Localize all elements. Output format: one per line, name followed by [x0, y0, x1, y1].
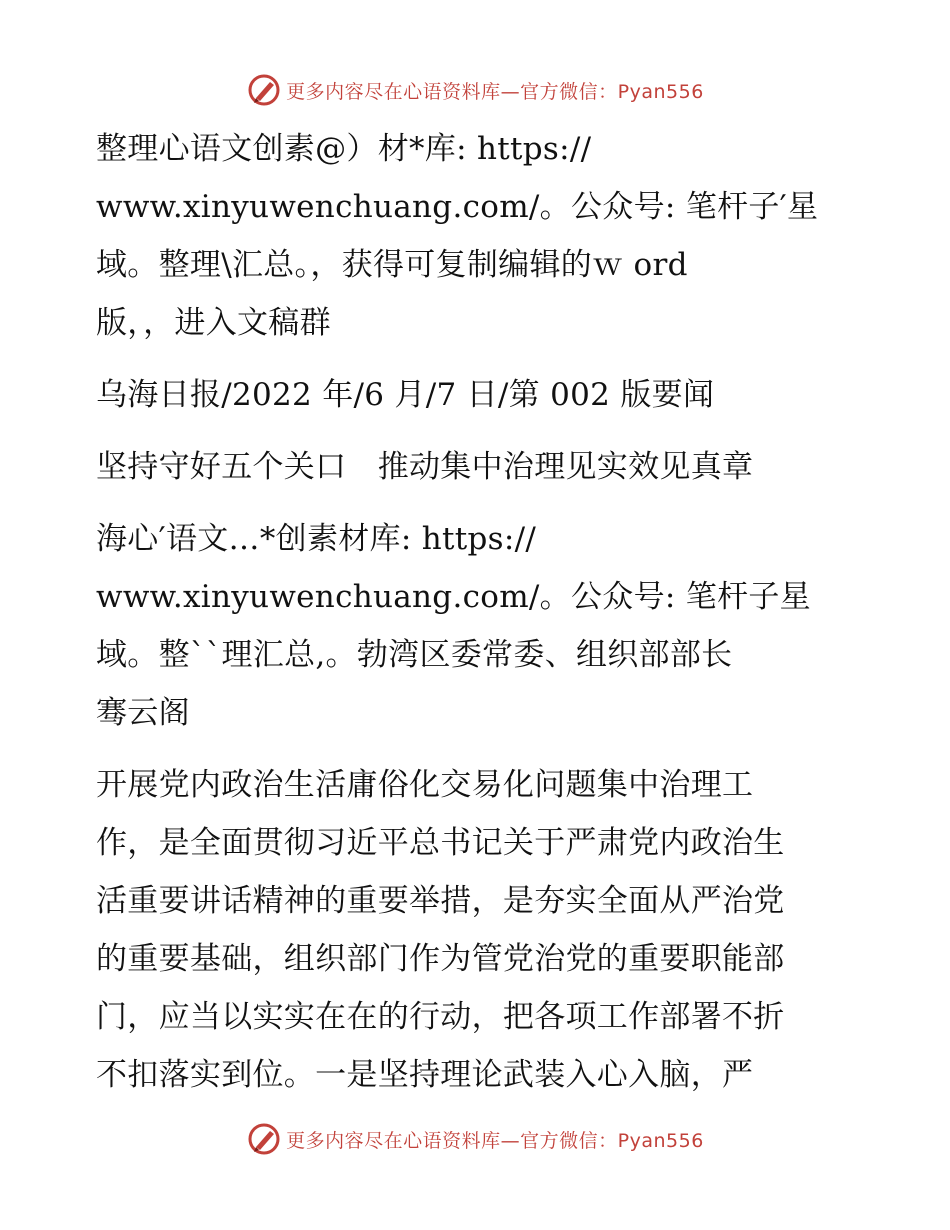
text-line: 不扣落实到位。一是坚持理论武装入心入脑，严 — [96, 1057, 754, 1093]
text-line: 的重要基础，组织部门作为管党治党的重要职能部 — [96, 941, 785, 977]
text-line: 乌海日报/2022 年/6 月/7 日/第 002 版要闻 — [96, 377, 715, 413]
pen-logo-icon — [246, 72, 282, 108]
paragraph-body — [96, 756, 856, 1104]
banner-text: 更多内容尽在心语资料库—官方微信：Pyan556 — [286, 1129, 704, 1152]
pen-logo-icon — [246, 1121, 282, 1157]
text-line: 作，是全面贯彻习近平总书记关于严肃党内政治生 — [96, 825, 785, 861]
text-line: www.xinyuwenchuang.com/。公众号: 笔杆子星 — [96, 579, 811, 615]
text-line: 骞云阁 — [96, 695, 190, 731]
text-line: 海心′语文…*创素材库: https:// — [96, 521, 537, 557]
paragraph-author — [96, 510, 856, 742]
text-line: 坚持守好五个关口 推动集中治理见实效见真章 — [96, 449, 754, 485]
footer-banner — [0, 1119, 950, 1159]
text-line: 活重要讲话精神的重要举措，是夯实全面从严治党 — [96, 883, 785, 919]
header-banner — [0, 70, 950, 110]
text-line: 域。整``理汇总,。勃湾区委常委、组织部部长 — [96, 637, 733, 673]
article-title — [96, 438, 856, 496]
paragraph-source-note — [96, 120, 856, 352]
document-body — [96, 120, 856, 1118]
text-line: 门，应当以实实在在的行动，把各项工作部署不折 — [96, 999, 785, 1035]
banner-text: 更多内容尽在心语资料库—官方微信：Pyan556 — [286, 80, 704, 103]
text-line: 整理心语文创素@）材*库: https:// — [96, 131, 592, 167]
text-line: www.xinyuwenchuang.com/。公众号: 笔杆子′星 — [96, 189, 819, 225]
paragraph-dateline — [96, 366, 856, 424]
text-line: 开展党内政治生活庸俗化交易化问题集中治理工 — [96, 767, 754, 803]
text-line: 版，，进入文稿群 — [96, 305, 331, 341]
text-line: 域。整理\汇总。，获得可复制编辑的ｗ ord — [96, 247, 688, 283]
